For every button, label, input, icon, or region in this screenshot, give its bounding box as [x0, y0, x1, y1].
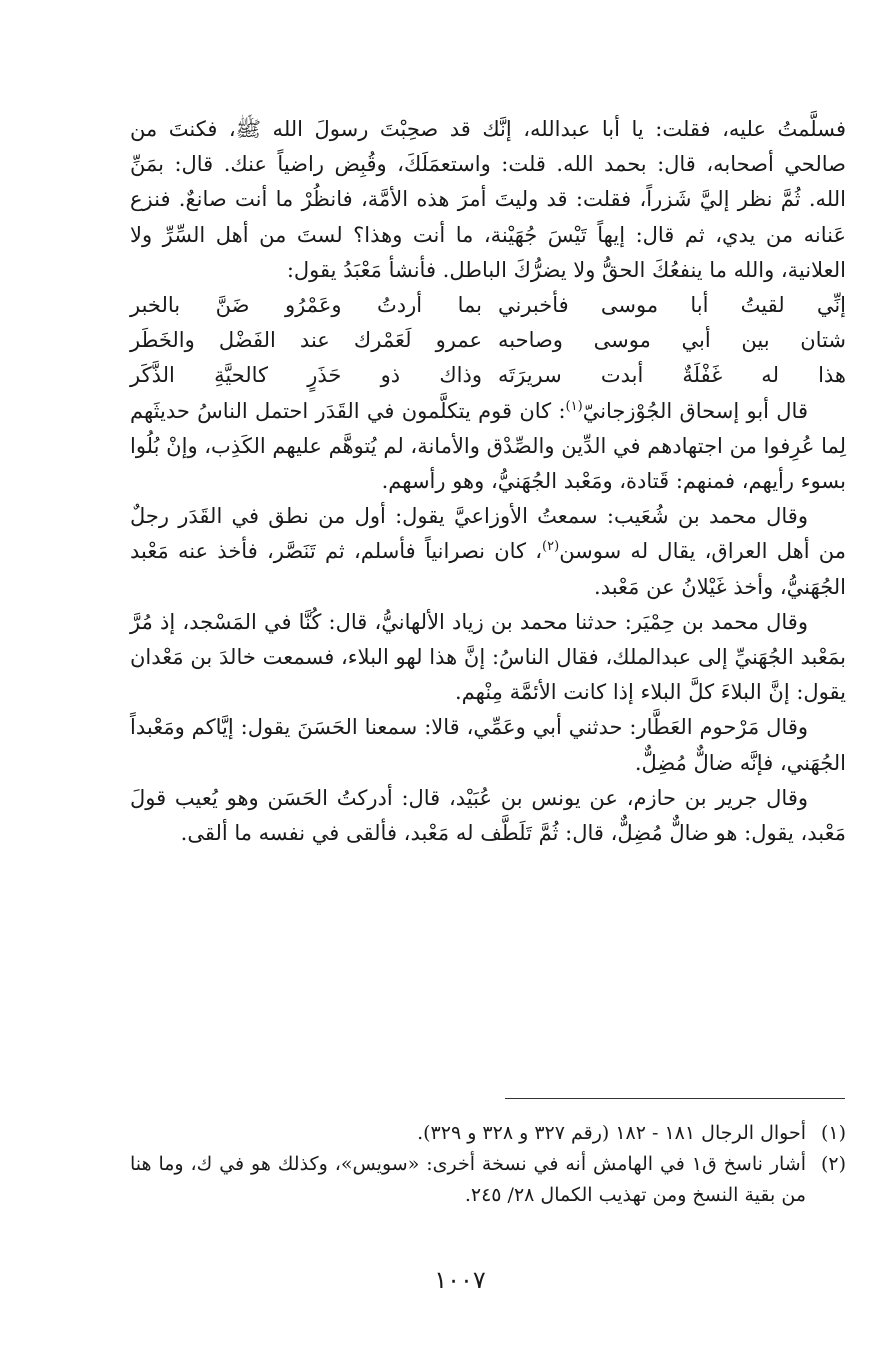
page-number: ١٠٠٧ — [434, 1266, 486, 1294]
footnote-separator — [505, 1098, 845, 1099]
poem-verse — [130, 288, 846, 323]
poem-verse — [130, 323, 846, 358]
poem-verse — [130, 358, 846, 393]
footnote — [130, 1149, 846, 1211]
verse-first-hemistich: شتان بين أبي موسى وصاحبه — [498, 328, 846, 353]
footnote-reference[interactable]: (١) — [565, 398, 583, 414]
paragraph-himyar: وقال محمد بن حِمْيَر: حدثنا محمد بن زياد الألهانيُّ، قال: كُنَّا في المَسْجد، إذ مُرَّ بمَعْبد الجُهَنيِّ إلى عبدالملك، فقال الناسُ: إنَّ هذا لهو البلاء، فسمعت خالدَ بن مَعْدان يقول: إنَّ البلاءَ كلَّ البلاء إذا كانت الأئمَّة مِنْهم. — [130, 609, 846, 705]
paragraph-jawzajani — [130, 394, 846, 500]
verse-first-hemistich: هذا له غَفْلَةٌ أبدت سريرَتَه — [498, 363, 846, 388]
main-text — [130, 112, 846, 851]
verse-second-hemistich: وذاك ذو حَذَرٍ كالحيَّةِ الذَّكَر — [130, 363, 482, 388]
footnote-text: أشار ناسخ ق١ في الهامش أنه في نسخة أخرى: «سويس»، وكذلك هو في ك، وما هنا من بقية النسخ ومن تهذيب الكمال ٢٨/ ٢٤٥. — [130, 1153, 806, 1206]
verse-first-hemistich: إنِّي لقيتُ أبا موسى فأخبرني — [498, 293, 846, 318]
footnote-reference[interactable]: (٢) — [542, 539, 560, 555]
footnote-number: (١) — [820, 1122, 846, 1144]
footnote-text: أحوال الرجال ١٨١ - ١٨٢ (رقم ٣٢٧ و ٣٢٨ و ٣٢٩). — [417, 1122, 806, 1144]
paragraph-text: : كان قوم يتكلَّمون في القَدَر احتمل الناسُ حديثَهم لِما عُرِفوا من اجتهادهم في الدِّين والصِّدْق والأمانة، لم يُتوهَّم عليهم الكَذِب، وإنْ بُلُوا بسوء رأيهم، فمنهم: قَتادة، ومَعْبد الجُهَنيُّ، وهو رأسهم. — [130, 398, 847, 494]
poem — [130, 288, 846, 394]
verse-second-hemistich: عمرو لَعَمْرك عند الفَضْل والخَطَر — [130, 328, 482, 353]
footnotes — [130, 1118, 846, 1211]
paragraph-text: قال أبو إسحاق الجُوْزجانيّ — [582, 398, 808, 423]
paragraph-text: وقال محمد بن شُعَيب: سمعتُ الأوزاعيَّ يقول: أول من نطق في القَدَر رجلٌ من أهل العراق، يقال له سوسن — [130, 504, 846, 564]
footnote-number: (٢) — [820, 1153, 846, 1175]
paragraph-shuayb — [130, 499, 846, 605]
paragraph-text: ، كان نصرانياً فأسلم، ثم تَنَصَّر، فأخذ عنه مَعْبد الجُهَنيُّ، وأخذ غَيْلانُ عن مَعْبد. — [130, 539, 846, 599]
paragraph-attar: وقال مَرْحوم العَطَّار: حدثني أبي وعَمِّي، قالا: سمعنا الحَسَنَ يقول: إيَّاكم ومَعْبداً الجُهَني، فإنَّه ضالٌّ مُضِلٌّ. — [130, 715, 846, 775]
paragraph-jarir: وقال جرير بن حازم، عن يونس بن عُبَيْد، قال: أدركتُ الحَسَن وهو يُعيب قولَ مَعْبد، يقول: هو ضالٌّ مُضِلٌّ، قال: ثُمَّ تَلَطَّف له مَعْبد، فألقى في نفسه ما ألقى. — [130, 785, 846, 846]
paragraph-opening: فسلَّمتُ عليه، فقلت: يا أبا عبدالله، إنَّك قد صحِبْتَ رسولَ الله ﷺ، فكنتَ من صالحي أصحابه، قال: بحمد الله. قلت: واستعمَلَكَ، وقُبِض راضياً عنك. قال: بمَنِّ الله. ثُمَّ نظر إليَّ شَزراً، فقلت: قد وليتَ أمرَ هذه الأمَّة، فانظُرْ ما أنت صانعٌ. فنزع عَنانه من يدي، ثم قال: إيهاً تَيْسَ جُهَيْنة، ما أنت وهذا؟ لستَ من أهل السِّرِّ ولا العلانية، والله ما ينفعُكَ الحقُّ ولا يضرُّكَ الباطل. فأنشأ مَعْبَدُ يقول: — [130, 117, 846, 282]
footnote — [130, 1118, 846, 1149]
verse-second-hemistich: بما أردتُ وعَمْرُو ضَنَّ بالخبر — [130, 293, 482, 318]
